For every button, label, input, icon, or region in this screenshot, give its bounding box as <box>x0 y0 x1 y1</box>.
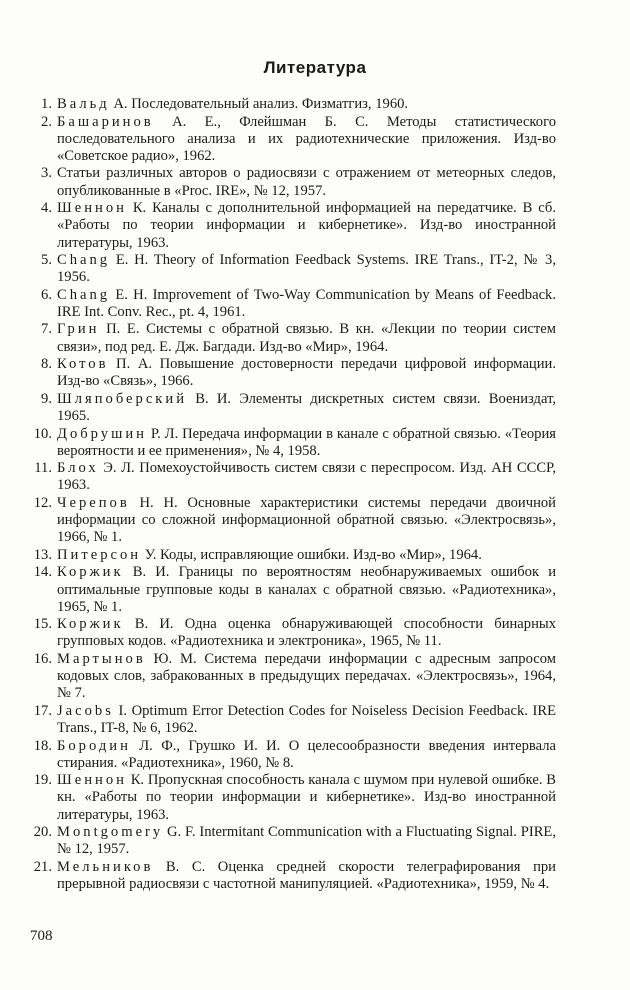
reference-body: Э. Л. Помехоустойчивость систем связи с переспросом. Изд. АН СССР, 1963. <box>57 460 556 494</box>
reference-number: 18. <box>33 737 52 754</box>
reference-number: 19. <box>33 772 52 789</box>
reference-number: 1. <box>41 96 52 112</box>
reference-author: Шеннон <box>57 200 127 217</box>
reference-body: Л. Ф., Грушко И. И. О целесообразности введения интервала стирания. «Радиотехника», 1960, № 8. <box>57 737 556 771</box>
reference-body: К. Каналы с дополнительной информацией на передатчике. В сб. «Работы по теории информации и кибернетике». Изд-во иностранной литературы, 1963. <box>57 200 556 251</box>
reference-body: E. H. Theory of Information Feedback Systems. IRE Trans., IT-2, № 3, 1956. <box>57 252 556 286</box>
reference-text <box>57 495 556 547</box>
reference-item <box>30 114 556 166</box>
reference-item <box>30 616 556 650</box>
reference-item <box>30 703 556 737</box>
reference-author: Питерсон <box>57 546 142 563</box>
reference-item <box>30 547 556 564</box>
reference-body: В. И. Элементы дискретных систем связи. Воениздат, 1965. <box>57 390 556 425</box>
reference-text <box>57 200 556 252</box>
reference-body: Статьи различных авторов о радиосвязи с отражением от метеорных следов, опубликованные в «Proc. IRE», № 12, 1957. <box>57 165 556 199</box>
reference-text <box>57 114 556 166</box>
reference-text <box>57 356 556 390</box>
reference-text <box>57 460 556 494</box>
reference-number: 21. <box>33 858 52 875</box>
reference-author: Montgomery <box>57 824 164 841</box>
reference-author: Chang <box>57 286 111 303</box>
reference-author: Бородин <box>57 737 131 754</box>
reference-number: 12. <box>33 494 52 511</box>
reference-item <box>30 200 556 252</box>
reference-body: В. И. Границы по вероятностям необнаруживаемых ошибок и оптимальные групповые коды в каналах с обратной связью. «Радиотехника», 1965, № 1. <box>57 564 556 615</box>
reference-text <box>57 859 556 893</box>
reference-item <box>30 859 556 893</box>
reference-author: Вальд <box>57 96 110 112</box>
reference-number: 9. <box>41 390 52 407</box>
reference-number: 20. <box>33 824 52 841</box>
reference-body: Ю. М. Система передачи информации с адресным запросом кодовых слов, забракованных в предыдущих передачах. «Электросвязь», 1964, № 7. <box>57 650 556 702</box>
reference-body: А. Последовательный анализ. Физматгиз, 1960. <box>109 96 409 112</box>
reference-number: 10. <box>33 425 52 442</box>
reference-item <box>30 252 556 286</box>
reference-text <box>57 391 556 425</box>
reference-text <box>57 772 556 824</box>
reference-author: Грин <box>57 321 100 338</box>
reference-body: Р. Л. Передача информации в канале с обратной связью. «Теория вероятности и ее применения», № 4, 1958. <box>57 425 556 459</box>
reference-number: 5. <box>41 252 52 269</box>
reference-author: Черепов <box>57 494 130 511</box>
reference-author: Башаринов <box>57 113 154 130</box>
reference-author: Шеннон <box>57 772 127 789</box>
reference-body: Н. Н. Основные характеристики системы передачи двоичной информации со сложной информационной обратной связью. «Электросвязь», 1966, № 1. <box>57 494 556 546</box>
reference-number: 13. <box>33 546 52 563</box>
reference-number: 4. <box>41 200 52 217</box>
reference-number: 7. <box>41 321 52 338</box>
reference-author: Добрушин <box>57 425 147 442</box>
reference-item <box>30 287 556 321</box>
page-title: Литература <box>263 58 367 77</box>
reference-text <box>57 252 556 286</box>
reference-body: В. И. Одна оценка обнаруживающей способности бинарных групповых кодов. «Радиотехника и электроника», 1965, № 11. <box>57 616 556 650</box>
reference-item <box>30 772 556 824</box>
reference-text <box>57 564 556 616</box>
reference-item <box>30 495 556 547</box>
reference-text <box>57 426 556 460</box>
reference-author: Коржик <box>57 616 124 633</box>
reference-author: Chang <box>57 252 111 269</box>
reference-item <box>30 738 556 772</box>
reference-text <box>57 165 556 199</box>
reference-item <box>30 96 556 113</box>
reference-number: 2. <box>41 113 52 130</box>
reference-item <box>30 564 556 616</box>
reference-item <box>30 426 556 460</box>
reference-number: 6. <box>41 286 52 303</box>
reference-number: 14. <box>33 564 52 581</box>
reference-text <box>57 321 556 355</box>
reference-body: П. А. Повышение достоверности передачи цифровой информации. Изд-во «Связь», 1966. <box>57 356 556 390</box>
reference-author: Мартынов <box>57 650 146 667</box>
reference-item <box>30 165 556 199</box>
reference-number: 17. <box>33 702 52 719</box>
reference-author: Мельников <box>57 858 154 875</box>
reference-author: Jacobs <box>57 702 114 719</box>
reference-number: 16. <box>33 650 52 667</box>
reference-body: А. Е., Флейшман Б. С. Методы статистического последовательного анализа и их радиотехнические приложения. Изд-во «Советское радио», 1962. <box>57 113 556 164</box>
reference-text <box>57 738 556 772</box>
page-number: 708 <box>30 928 53 944</box>
reference-text <box>57 96 556 113</box>
reference-body: I. Optimum Error Detection Codes for Noiseless Decision Feedback. IRE Trans., IT-8, № 6, 1962. <box>57 702 556 737</box>
reference-text <box>57 703 556 737</box>
reference-text <box>57 616 556 650</box>
reference-item <box>30 356 556 390</box>
reference-author: Блох <box>57 460 99 477</box>
reference-body: П. Е. Системы с обратной связью. В кн. «Лекции по теории систем связи», под ред. Е. Дж. Багдади. Изд-во «Мир», 1964. <box>57 321 556 355</box>
reference-author: Котов <box>57 356 109 373</box>
reference-author: Коржик <box>57 564 124 581</box>
reference-body: К. Пропускная способность канала с шумом при нулевой ошибке. В кн. «Работы по теории информации и кибернетике». Изд-во иностранной литературы, 1963. <box>57 772 556 823</box>
reference-body: У. Коды, исправляющие ошибки. Изд-во «Мир», 1964. <box>141 546 482 563</box>
reference-item <box>30 321 556 355</box>
reference-text <box>57 287 556 321</box>
reference-item <box>30 824 556 858</box>
reference-item <box>30 651 556 703</box>
reference-number: 8. <box>41 356 52 373</box>
reference-body: E. H. Improvement of Two-Way Communication by Means of Feedback. IRE Int. Conv. Rec., pt. 4, 1961. <box>57 286 556 320</box>
reference-number: 11. <box>34 460 52 477</box>
reference-number: 3. <box>41 165 52 182</box>
reference-author: Шляпоберский <box>57 390 188 407</box>
reference-item <box>30 460 556 494</box>
reference-body: G. F. Intermitant Communication with a Fluctuating Signal. PIRE, № 12, 1957. <box>57 824 556 858</box>
reference-text <box>57 824 556 858</box>
reference-text <box>57 547 556 564</box>
reference-item <box>30 391 556 425</box>
reference-body: В. С. Оценка средней скорости телеграфирования при прерывной радиосвязи с частотной манипуляцией. «Радиотехника», 1959, № 4. <box>57 858 556 893</box>
reference-text <box>57 651 556 703</box>
reference-number: 15. <box>33 616 52 633</box>
reference-list <box>30 96 556 894</box>
